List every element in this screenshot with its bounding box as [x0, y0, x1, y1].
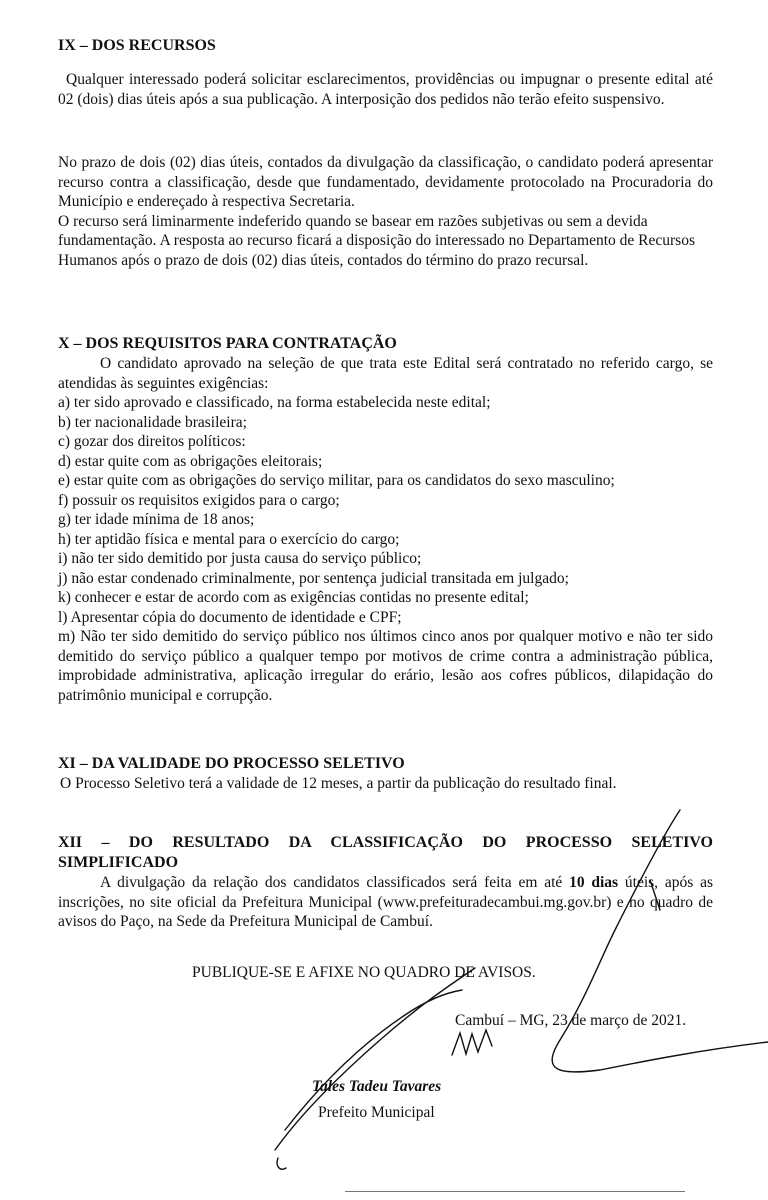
signer-role: Prefeito Municipal — [318, 1104, 435, 1121]
place-date: Cambuí – MG, 23 de março de 2021. — [455, 1012, 687, 1029]
list-item: i) não ter sido demitido por justa causa do serviço público; — [58, 550, 422, 567]
resultado-text-bold: 10 dias — [569, 874, 619, 891]
section-validade — [58, 754, 713, 794]
heading-recursos: IX – DOS RECURSOS — [58, 37, 216, 54]
list-item: d) estar quite com as obrigações eleitorais; — [58, 452, 323, 470]
list-item: e) estar quite com as obrigações do serviço militar, para os candidatos do sexo masculino; — [58, 472, 615, 489]
heading-requisitos: X – DOS REQUISITOS PARA CONTRATAÇÃO — [58, 335, 397, 352]
resultado-text-after: úteis, após as inscrições, no site oficial da Prefeitura Municipal (www.prefeituradecambui.mg.gov.br) e no quadro de avisos do Paço, na Sede da Prefeitura Municipal de Cambuí. — [58, 874, 713, 930]
section-recursos-p1 — [58, 70, 713, 109]
section-recursos-p2 — [58, 153, 713, 270]
list-item: k) conhecer e estar de acordo com as exigências contidas no presente edital; — [58, 589, 529, 606]
section-requisitos — [58, 334, 713, 705]
heading-resultado-line1: XII – DO RESULTADO DA CLASSIFICAÇÃO DO PROCESSO SELETIVO — [58, 834, 713, 851]
list-item: c) gozar dos direitos políticos: — [58, 433, 246, 450]
footer-rule — [345, 1191, 685, 1192]
paragraph-validade: O Processo Seletivo terá a validade de 12 meses, a partir da publicação do resultado final. — [60, 775, 617, 792]
list-item: h) ter aptidão física e mental para o exercício do cargo; — [58, 530, 400, 548]
requisitos-list — [58, 393, 713, 705]
list-item: g) ter idade mínima de 18 anos; — [58, 511, 255, 528]
section-recursos-heading — [58, 36, 713, 56]
list-item: j) não estar condenado criminalmente, por sentença judicial transitada em julgado; — [58, 569, 569, 587]
signer-name: Tales Tadeu Tavares — [312, 1078, 442, 1095]
paragraph-indeferimento: O recurso será liminarmente indeferido quando se basear em razões subjetivas ou sem a devida fundamentação. A resposta ao recurso ficará a disposição do interessado no Departamento de Recursos Humanos após o prazo de dois (02) dias úteis, contados do término do prazo recursal. — [58, 212, 695, 269]
list-item: f) possuir os requisitos exigidos para o cargo; — [58, 491, 340, 509]
paragraph-prazo-recurso: No prazo de dois (02) dias úteis, contados da divulgação da classificação, o candidato poderá apresentar recurso contra a classificação, desde que fundamentado, devidamente protocolado na Procuradoria do Município e endereçado à respectiva Secretaria. — [58, 154, 713, 210]
paragraph-impugnacao: Qualquer interessado poderá solicitar esclarecimentos, providências ou impugnar o presente edital até 02 (dois) dias úteis após a sua publicação. A interposição dos pedidos não terão efeito suspensivo. — [58, 71, 713, 108]
list-item: a) ter sido aprovado e classificado, na forma estabelecida neste edital; — [58, 394, 491, 411]
resultado-text-before: A divulgação da relação dos candidatos classificados será feita em até — [100, 874, 570, 891]
paragraph-resultado — [58, 873, 713, 932]
heading-resultado-line2: SIMPLIFICADO — [58, 854, 179, 871]
heading-validade: XI – DA VALIDADE DO PROCESSO SELETIVO — [58, 755, 405, 772]
section-resultado — [58, 833, 713, 932]
closing-statement: PUBLIQUE-SE E AFIXE NO QUADRO DE AVISOS. — [192, 964, 536, 981]
list-item: m) Não ter sido demitido do serviço público nos últimos cinco anos por qualquer motivo e não ter sido demitido do serviço público a qualquer tempo por motivos de crime contra a administração pública, improbidade administrativa, aplicação irregular do erário, lesão aos cofres públicos, dilapidação do patrimônio municipal e corrupção. — [58, 628, 713, 704]
list-item: l) Apresentar cópia do documento de identidade e CPF; — [58, 608, 402, 626]
paragraph-requisitos-intro: O candidato aprovado na seleção de que trata este Edital será contratado no referido cargo, se atendidas às seguintes exigências: — [58, 355, 713, 392]
list-item: b) ter nacionalidade brasileira; — [58, 413, 247, 431]
